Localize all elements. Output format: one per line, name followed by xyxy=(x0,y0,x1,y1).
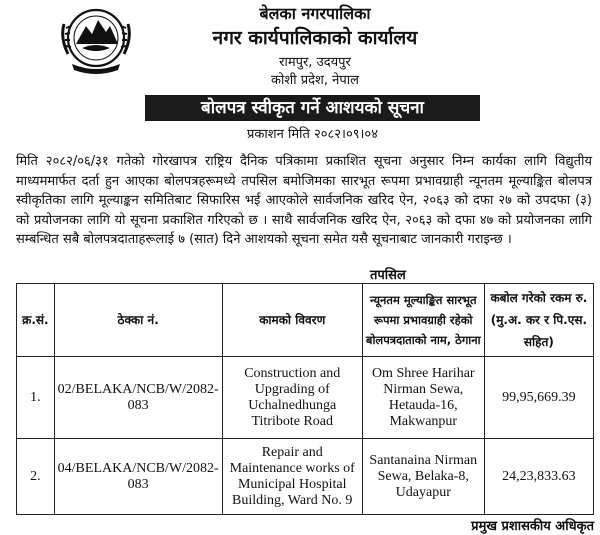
office-name: नगर कार्यपालिकाको कार्यालय xyxy=(212,27,418,49)
header-contract: ठेक्का नं. xyxy=(54,284,222,357)
row-sn: 2. xyxy=(17,439,55,515)
row-contract: 04/BELAKA/NCB/W/2082-083 xyxy=(54,439,222,515)
notice-title: बोलपत्र स्वीकृत गर्ने आशयको सूचना xyxy=(145,95,480,121)
notice-body: मिति २०८२/०६/३१ गतेको गोरखापत्र राष्ट्रिय दैनिक पत्रिकामा प्रकाशित सूचना अनुसार निम्न कार्यका लागि विद्युतीय माध्यममार्फत दर्ता हुन आएका बोलपत्रहरूमध्ये तपसिल बमोजिमका सारभूत रूपमा प्रभावग्राही न्यूनतम मूल्याङ्कित बोलपत्र स्वीकृतिका लागि मूल्याङ्कन समितिबाट सिफारिस भई आएकोले सार्वजनिक खरिद ऐन, २०६३ को दफा २७ को उपदफा (३) को प्रयोजनका लागि यो सूचना प्रकाशित गरिएको छ । साथै सार्वजनिक खरिद ऐन, २०६३ को दफा ४७ को प्रयोजनका लागि सम्बन्धित सबै बोलपत्रदाताहरूलाई ७ (सात) दिने आशयको सूचना समेत यसै सूचनाबाट जानकारी गराइन्छ । xyxy=(16,154,592,247)
table-row xyxy=(17,439,594,515)
row-work: Construction and Upgrading of Uchalnedhunga Titribote Road xyxy=(222,357,362,439)
province-line: कोशी प्रदेश, नेपाल xyxy=(271,73,359,88)
row-sn: 1. xyxy=(17,357,55,439)
signatory-title: प्रमुख प्रशासकीय अधिकृत xyxy=(471,519,594,534)
row-work: Repair and Maintenance works of Municipal Hospital Building, Ward No. 9 xyxy=(222,439,362,515)
nepal-emblem-icon xyxy=(58,4,134,76)
header-sn: क्र.सं. xyxy=(17,284,55,357)
table-header-row xyxy=(17,284,594,357)
header-bidder: न्यूनतम मूल्याङ्कित सारभूत रूपमा प्रभावग्राही रहेको बोलपत्रदाताको नाम, ठेगाना xyxy=(362,284,484,357)
row-amount: 99,95,669.39 xyxy=(484,357,593,439)
header-amount: कबोल गरेको रकम रु. (मु.अ. कर र पि.एस. सहित) xyxy=(484,284,593,357)
row-contract: 02/BELAKA/NCB/W/2082-083 xyxy=(54,357,222,439)
row-bidder: Om Shree Harihar Nirman Sewa, Hetauda-16, Makwanpur xyxy=(362,357,484,439)
bid-table xyxy=(16,283,594,515)
row-bidder: Santanaina Nirman Sewa, Belaka-8, Udayapur xyxy=(362,439,484,515)
schedule-heading: तपसिल xyxy=(370,268,406,283)
table-row xyxy=(17,357,594,439)
row-amount: 24,23,833.63 xyxy=(484,439,593,515)
address-line: रामपुर, उदयपुर xyxy=(279,55,351,70)
publish-date: प्रकाशन मिति २०८२।०९।०४ xyxy=(247,127,378,142)
municipality-name: बेलका नगरपालिका xyxy=(259,4,371,23)
header-work: कामको विवरण xyxy=(222,284,362,357)
